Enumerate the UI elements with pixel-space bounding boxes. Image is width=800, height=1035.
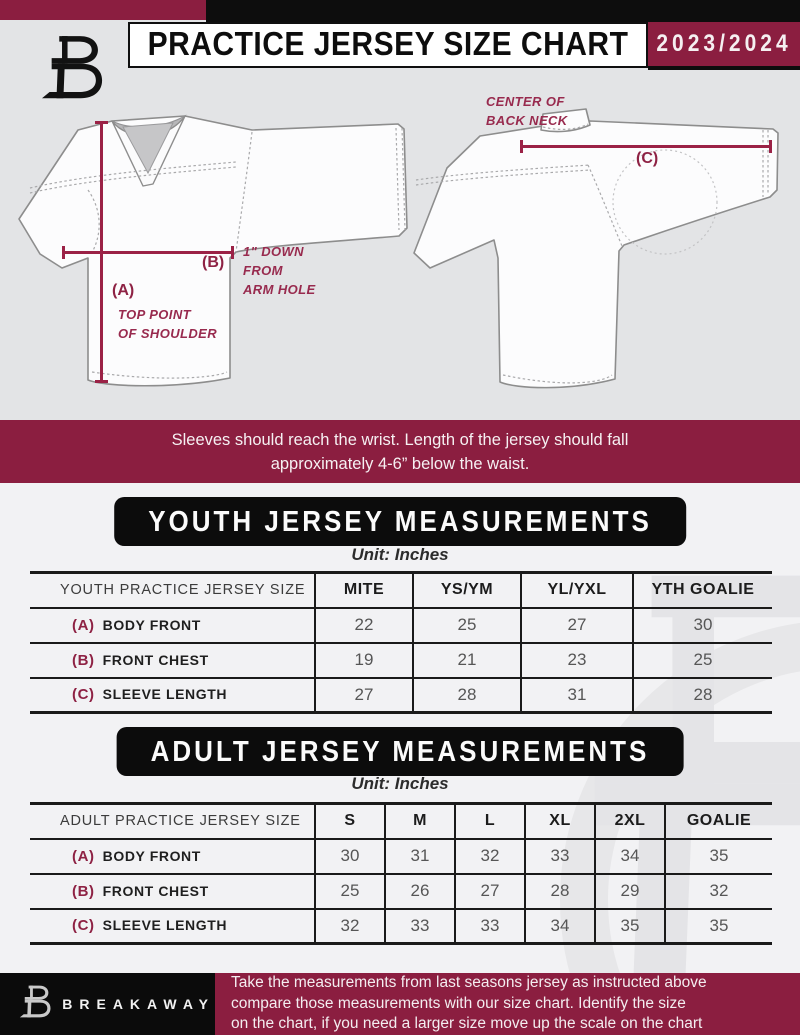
cell: 22: [315, 608, 413, 643]
column-header: YL/YXL: [521, 573, 633, 608]
footer: [0, 973, 800, 1035]
adult-header-row: [30, 804, 772, 839]
cell: 23: [521, 643, 633, 678]
cell: 32: [665, 874, 772, 909]
cell: 27: [521, 608, 633, 643]
top-black-strip: [206, 0, 800, 22]
label-back-neck-caption: CENTER OF BACK NECK: [486, 94, 568, 128]
row-label: (B) FRONT CHEST: [30, 874, 315, 909]
label-b-caption: 1" DOWN FROM ARM HOLE: [243, 244, 316, 297]
footer-note-line3: on the chart, if you need a larger size move up the scale on the chart: [231, 1015, 703, 1033]
fit-notice-line1: Sleeves should reach the wrist. Length of the jersey should fall: [171, 430, 629, 449]
page-title-text: PRACTICE JERSEY SIZE CHART: [147, 25, 629, 63]
row-label: (A) BODY FRONT: [30, 608, 315, 643]
adult-heading: ADULT JERSEY MEASUREMENTS: [117, 727, 684, 776]
table-row: [30, 643, 772, 678]
jersey-diagram: [0, 70, 800, 420]
cell: 28: [525, 874, 595, 909]
cell: 28: [633, 678, 772, 713]
cell: 29: [595, 874, 665, 909]
column-header: GOALIE: [665, 804, 772, 839]
label-a-key: (A): [112, 282, 135, 299]
table-row: [30, 909, 772, 944]
adult-size-table: [30, 802, 772, 945]
cell: 25: [315, 874, 385, 909]
cell: 25: [633, 643, 772, 678]
cell: 34: [595, 839, 665, 874]
cell: 28: [413, 678, 521, 713]
cell: 19: [315, 643, 413, 678]
cell: 33: [525, 839, 595, 874]
cell: 35: [595, 909, 665, 944]
column-header: M: [385, 804, 455, 839]
table-row: [30, 678, 772, 713]
brand-name: BREAKAWAY: [62, 996, 215, 1012]
column-header: YS/YM: [413, 573, 521, 608]
column-header: YTH GOALIE: [633, 573, 772, 608]
cell: 30: [633, 608, 772, 643]
cell: 34: [525, 909, 595, 944]
column-header: MITE: [315, 573, 413, 608]
youth-header-row: [30, 573, 772, 608]
cell: 33: [455, 909, 525, 944]
adult-size-header: ADULT PRACTICE JERSEY SIZE: [30, 804, 315, 839]
row-label: (A) BODY FRONT: [30, 839, 315, 874]
youth-heading: YOUTH JERSEY MEASUREMENTS: [114, 497, 686, 546]
cell: 31: [521, 678, 633, 713]
cell: 35: [665, 839, 772, 874]
season-text: 2023/2024: [656, 30, 792, 57]
table-row: [30, 874, 772, 909]
cell: 30: [315, 839, 385, 874]
table-row: [30, 839, 772, 874]
cell: 21: [413, 643, 521, 678]
column-header: L: [455, 804, 525, 839]
row-label: (B) FRONT CHEST: [30, 643, 315, 678]
fit-notice-line2: approximately 4-6” below the waist.: [270, 454, 530, 473]
label-a-caption: TOP POINT OF SHOULDER: [118, 307, 218, 341]
footer-note-line2: compare those measurements with our size chart. Identify the size: [231, 994, 686, 1012]
adult-unit-label: Unit: Inches: [351, 774, 449, 793]
label-b-key: (B): [202, 254, 225, 271]
cell: 26: [385, 874, 455, 909]
cell: 31: [385, 839, 455, 874]
cell: 25: [413, 608, 521, 643]
column-header: S: [315, 804, 385, 839]
youth-size-table: [30, 571, 772, 714]
cell: 35: [665, 909, 772, 944]
measure-line-c: [520, 145, 772, 148]
footer-note: [215, 973, 800, 1035]
row-label: (C) SLEEVE LENGTH: [30, 678, 315, 713]
footer-brand: [0, 973, 215, 1035]
column-header: 2XL: [595, 804, 665, 839]
cell: 32: [315, 909, 385, 944]
footer-note-line1: Take the measurements from last seasons jersey as instructed above: [231, 974, 707, 992]
cell: 27: [315, 678, 413, 713]
youth-unit-label: Unit: Inches: [351, 545, 449, 564]
row-label: (C) SLEEVE LENGTH: [30, 909, 315, 944]
label-c-key: (C): [636, 150, 659, 167]
cell: 27: [455, 874, 525, 909]
jersey-illustrations: [0, 70, 800, 420]
fit-notice: [0, 420, 800, 483]
season-badge: [648, 22, 800, 70]
footer-logo-icon: [17, 984, 52, 1024]
cell: 32: [455, 839, 525, 874]
column-header: XL: [525, 804, 595, 839]
page-title: [128, 22, 648, 68]
cell: 33: [385, 909, 455, 944]
youth-size-header: YOUTH PRACTICE JERSEY SIZE: [30, 573, 315, 608]
table-row: [30, 608, 772, 643]
top-maroon-strip: [0, 0, 206, 20]
